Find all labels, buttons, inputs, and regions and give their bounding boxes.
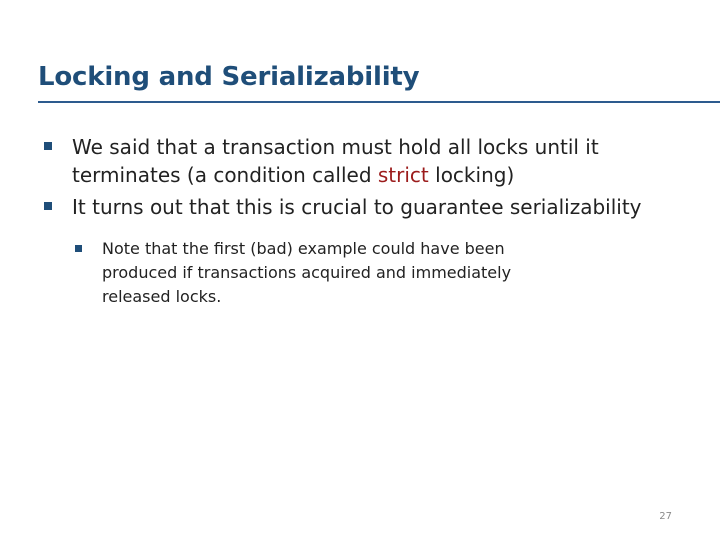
square-bullet-icon	[44, 142, 52, 150]
bullet-text: We said that a transaction must hold all locks until it terminates (a condition called	[72, 135, 599, 187]
emphasized-term: strict	[377, 163, 429, 187]
sub-bullet-text: Note that the first (bad) example could have been produced if transactions acquired and immediately released locks.	[102, 239, 512, 306]
square-bullet-icon	[75, 245, 82, 252]
slide-body	[44, 133, 684, 309]
title-underline	[38, 101, 720, 103]
bullet-text-tail: locking)	[428, 163, 515, 187]
slide-title: Locking and Serializability	[38, 62, 420, 92]
bullet-item	[44, 193, 684, 221]
bullet-text: It turns out that this is crucial to guarantee serializability	[72, 195, 642, 219]
square-bullet-icon	[44, 202, 52, 210]
sub-bullet-item	[75, 237, 582, 309]
page-number: 27	[659, 511, 672, 522]
bullet-item	[44, 133, 684, 189]
